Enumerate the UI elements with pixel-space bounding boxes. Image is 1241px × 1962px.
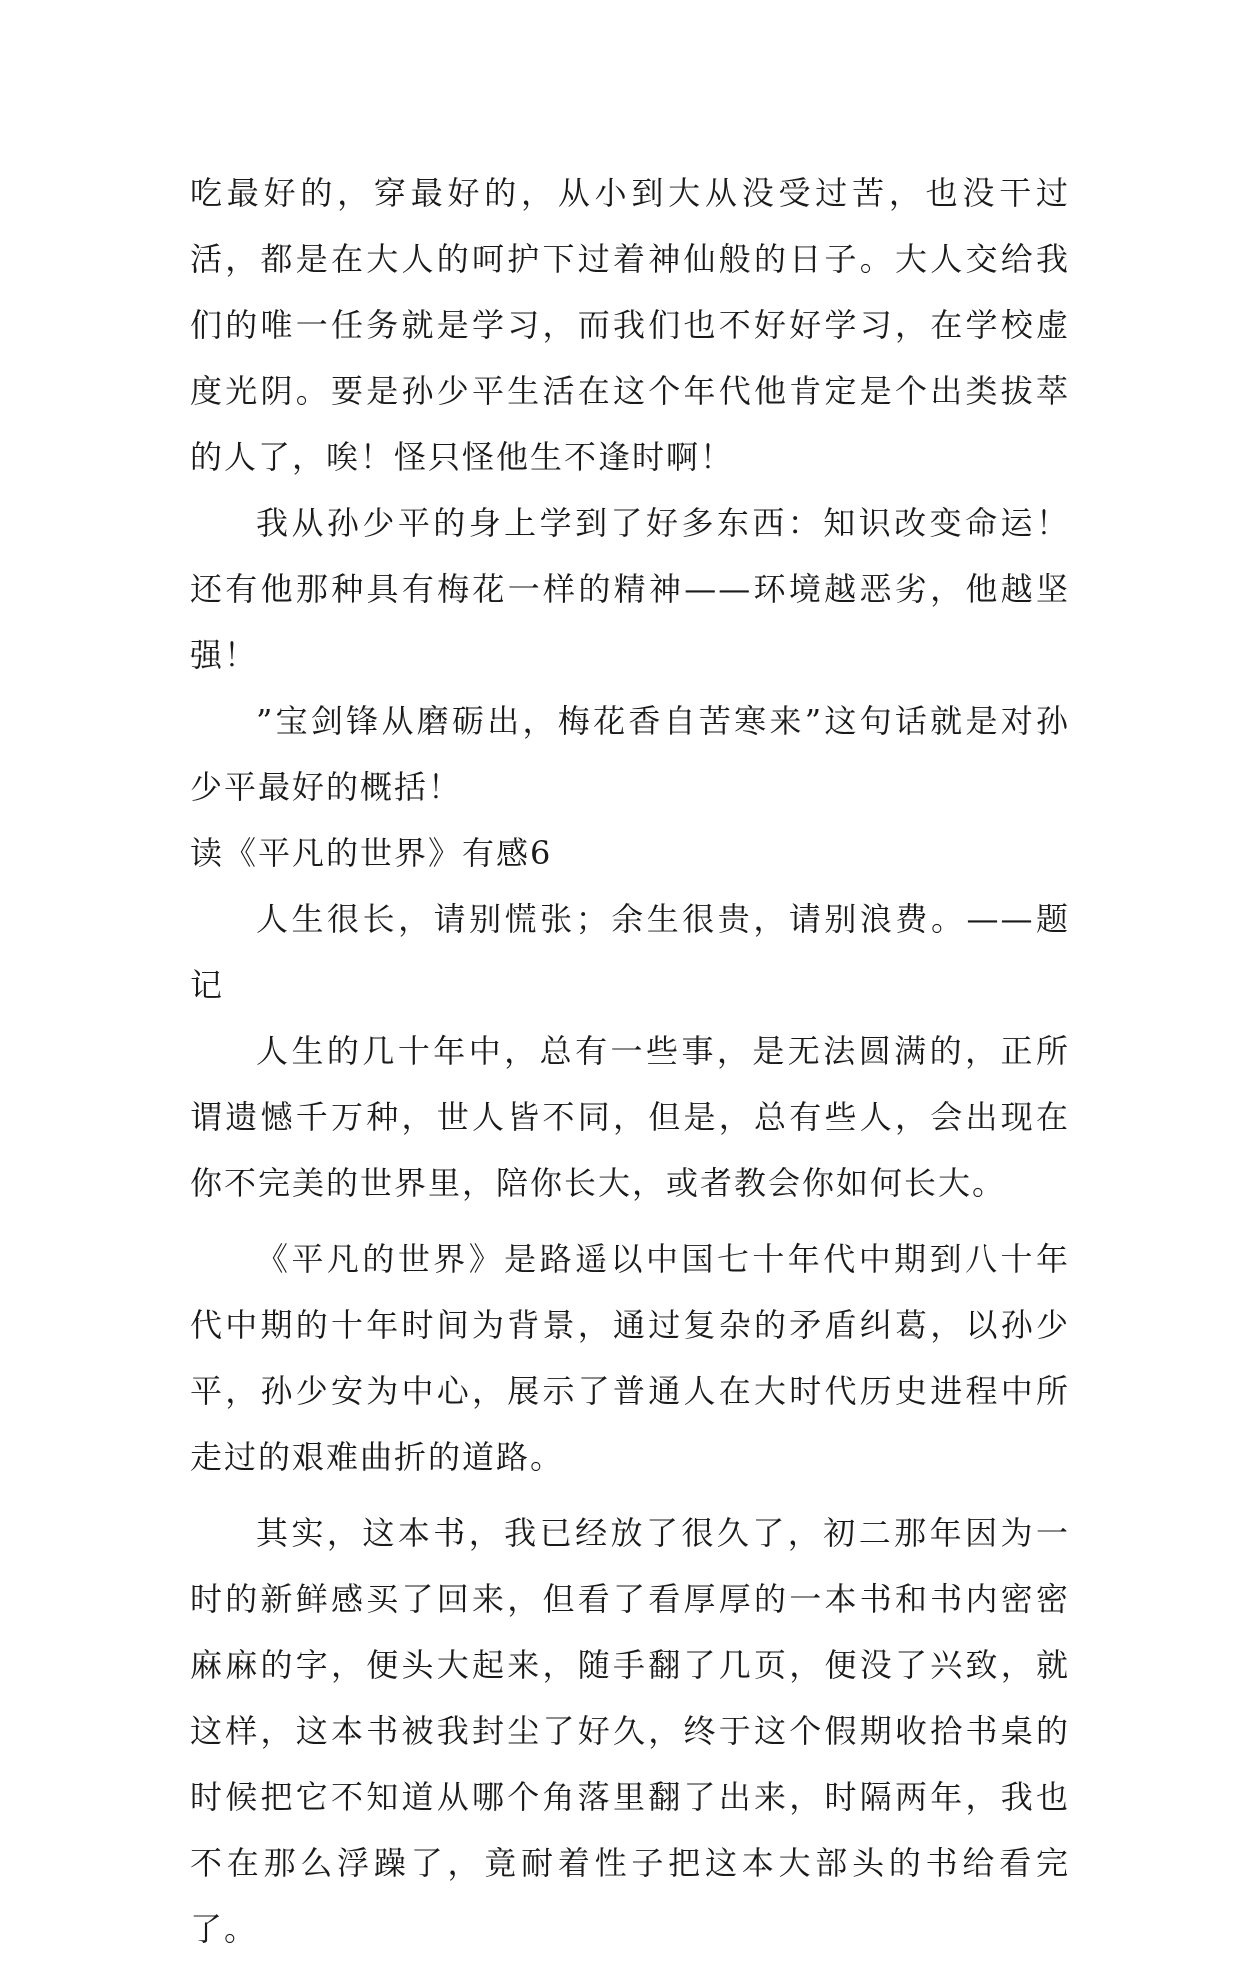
article-body [190, 160, 1070, 1962]
epigraph: 人生很长，请别慌张；余生很贵，请别浪费。——题记 [190, 900, 1070, 1004]
paragraph-3: ”宝剑锋从磨砺出，梅花香自苦寒来”这句话就是对孙少平最好的概括！ [190, 702, 1070, 806]
paragraph-5: 人生的几十年中，总有一些事，是无法圆满的，正所谓遗憾千万种，世人皆不同，但是，总有些人，会出现在你不完美的世界里，陪你长大，或者教会你如何长大。 [190, 1032, 1070, 1202]
paragraph-1: 吃最好的，穿最好的，从小到大从没受过苦，也没干过活，都是在大人的呵护下过着神仙般的日子。大人交给我们的唯一任务就是学习，而我们也不好好学习，在学校虚度光阴。要是孙少平生活在这个年代他肯定是个出类拔萃的人了，唉！怪只怪他生不逢时啊！ [190, 174, 1070, 476]
paragraph-7: 其实，这本书，我已经放了很久了，初二那年因为一时的新鲜感买了回来，但看了看厚厚的一本书和书内密密麻麻的字，便头大起来，随手翻了几页，便没了兴致，就这样，这本书被我封尘了好久，终于这个假期收拾书桌的时候把它不知道从哪个角落里翻了出来，时隔两年，我也不在那么浮躁了，竟耐着性子把这本大部头的书给看完了。 [190, 1514, 1070, 1948]
section-heading: 读《平凡的世界》有感6 [190, 834, 553, 872]
paragraph-6: 《平凡的世界》是路遥以中国七十年代中期到八十年代中期的十年时间为背景，通过复杂的矛盾纠葛，以孙少平，孙少安为中心，展示了普通人在大时代历史进程中所走过的艰难曲折的道路。 [190, 1240, 1070, 1476]
paragraph-2: 我从孙少平的身上学到了好多东西：知识改变命运！还有他那种具有梅花一样的精神——环境越恶劣，他越坚强！ [190, 504, 1070, 674]
